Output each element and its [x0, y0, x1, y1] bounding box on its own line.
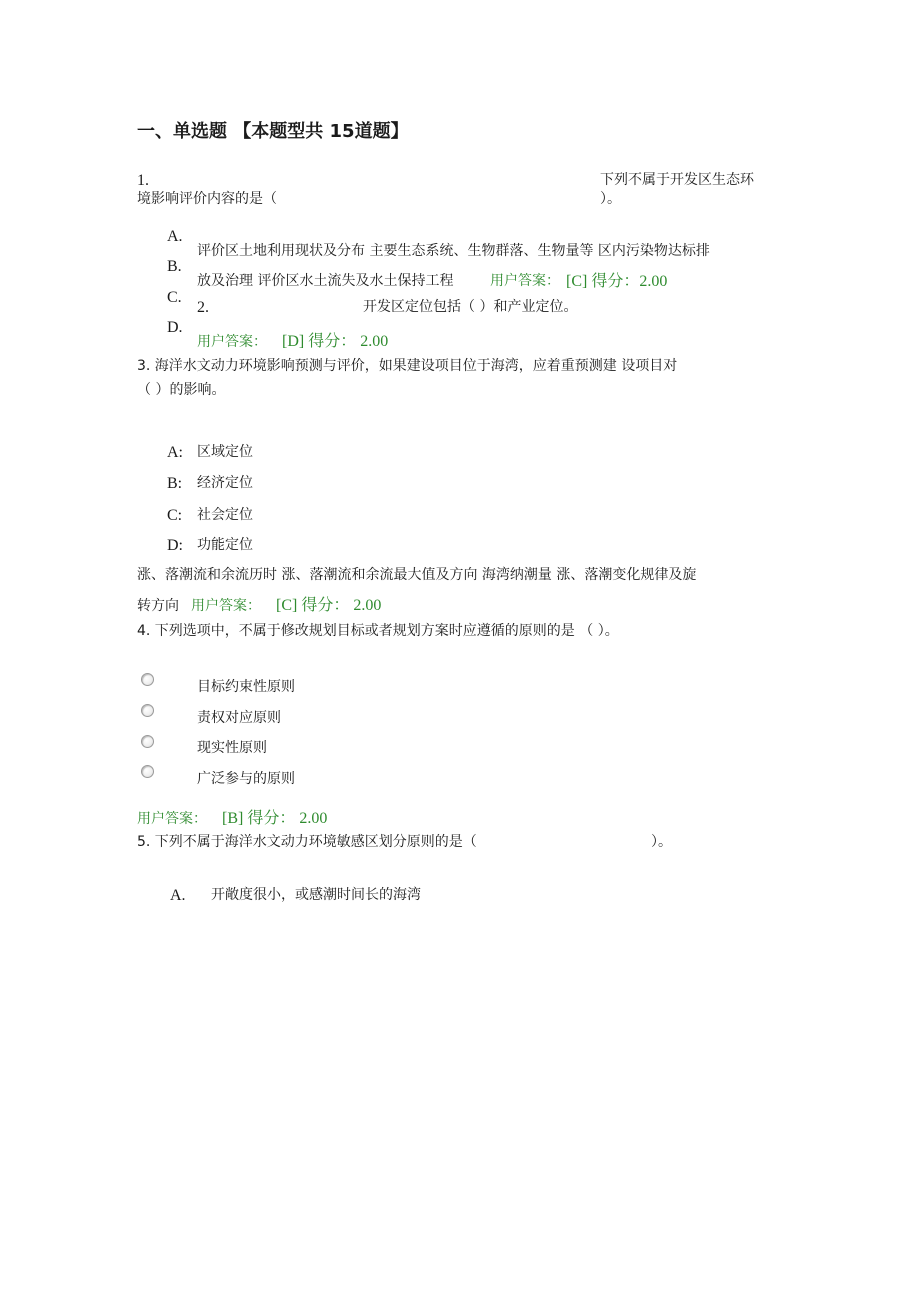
q3-option-letter-a: A:	[167, 444, 183, 461]
q3-option-letter-c: C:	[167, 507, 183, 524]
q1-option-letter-b: B.	[167, 258, 182, 275]
q1-option-letter-d: D.	[167, 319, 183, 336]
q4-radio-b[interactable]	[141, 704, 154, 717]
q1-text-close: ）。	[600, 191, 621, 207]
q3-option-text-d: 功能定位	[197, 537, 253, 553]
q5-option-text-a: 开敞度很小，或感潮时间长的海湾	[211, 887, 421, 903]
q2-number: 2.	[197, 299, 209, 316]
q2-text: 开发区定位包括（ ）和产业定位。	[363, 299, 578, 315]
q4-radio-c[interactable]	[141, 735, 154, 748]
q5-option-letter-a: A.	[170, 887, 186, 904]
q1-text-line2: 境影响评价内容的是（	[137, 191, 277, 207]
q4-option-text-b: 责权对应原则	[197, 710, 281, 726]
q1-answer-value: [C] 得分：2.00	[566, 273, 668, 290]
q3-option-text-b: 经济定位	[197, 475, 253, 491]
q1-number: 1.	[137, 172, 149, 189]
q3-option-text-c: 社会定位	[197, 507, 253, 523]
q2-answer-label: 用户答案：	[197, 334, 267, 350]
q3-text-line1: 3. 海洋水文动力环境影响预测与评价，如果建设项目位于海湾，应着重预测建 设项目对	[137, 358, 678, 374]
q3-option-text-a: 区域定位	[197, 444, 253, 460]
q1-options-line1: 评价区土地利用现状及分布 主要生态系统、生物群落、生物量等 区内污染物达标排	[197, 243, 710, 259]
q3-text-line2: （ ）的影响。	[137, 382, 226, 398]
q5-text: 5. 下列不属于海洋水文动力环境敏感区划分原则的是（	[137, 834, 477, 850]
q4-option-text-c: 现实性原则	[197, 740, 267, 756]
q4-text: 4. 下列选项中，不属于修改规划目标或者规划方案时应遵循的原则的是 （ ）。	[137, 623, 619, 639]
q1-options-line2: 放及治理 评价区水土流失及水土保持工程	[197, 273, 454, 289]
q1-option-letter-a: A.	[167, 228, 183, 245]
section-title: 一、单选题 【本题型共 15道题】	[137, 121, 409, 142]
q4-answer-value: [B] 得分： 2.00	[222, 810, 328, 827]
q3-answer-value: [C] 得分： 2.00	[276, 597, 382, 614]
q1-answer-label: 用户答案：	[490, 273, 560, 289]
q3-options-line1: 涨、落潮流和余流历时 涨、落潮流和余流最大值及方向 海湾纳潮量 涨、落潮变化规律及旋	[137, 567, 697, 583]
q1-option-letter-c: C.	[167, 289, 182, 306]
q4-answer-label: 用户答案：	[137, 811, 207, 827]
q4-option-text-d: 广泛参与的原则	[197, 771, 295, 787]
q4-option-text-a: 目标约束性原则	[197, 679, 295, 695]
q2-answer-value: [D] 得分： 2.00	[282, 333, 389, 350]
q3-options-line2: 转方向	[137, 598, 179, 614]
q3-answer-label: 用户答案：	[191, 598, 261, 614]
q1-text-right: 下列不属于开发区生态环	[600, 172, 754, 188]
q3-option-letter-b: B:	[167, 475, 183, 492]
q4-radio-d[interactable]	[141, 765, 154, 778]
q4-radio-a[interactable]	[141, 673, 154, 686]
q5-text-close: ）。	[651, 834, 672, 850]
q3-option-letter-d: D:	[167, 537, 183, 554]
